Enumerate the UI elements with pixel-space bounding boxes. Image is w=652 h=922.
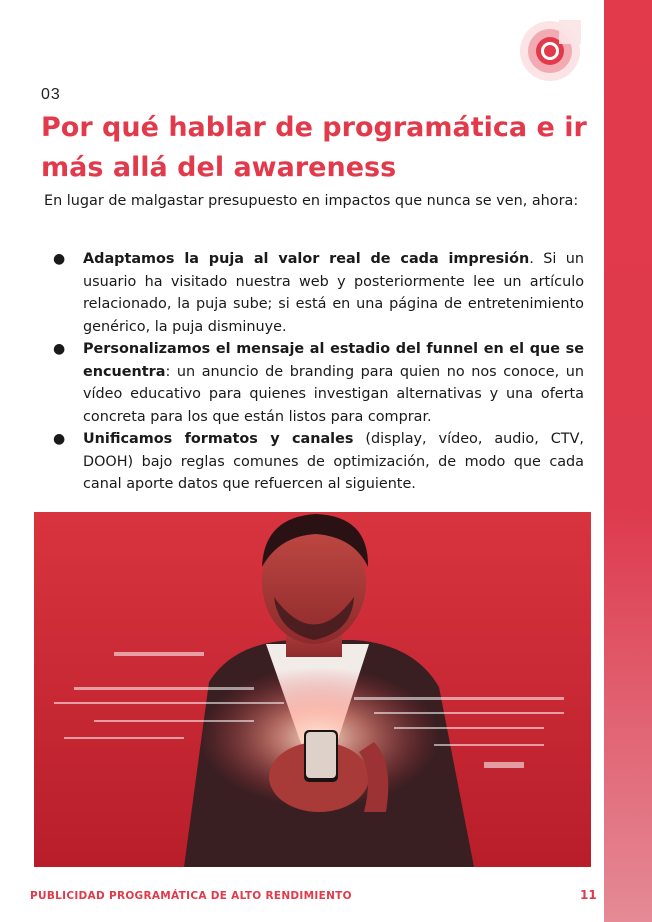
bullet-icon: ● bbox=[53, 251, 66, 267]
list-item bbox=[44, 248, 584, 338]
list-item bbox=[44, 338, 584, 428]
page-title: Por qué hablar de programática e ir más allá del awareness bbox=[41, 112, 587, 183]
bullet-icon: ● bbox=[53, 431, 66, 447]
section-number: 03 bbox=[41, 86, 61, 103]
target-logo-icon bbox=[519, 20, 581, 82]
man-smartphone-photo bbox=[34, 512, 591, 867]
side-accent-band bbox=[604, 0, 652, 922]
list-item-text: : un anuncio de branding para quien no nos conoce, un vídeo educativo para quienes investigan alternativas y una oferta concreta para los que están listos para comprar. bbox=[83, 363, 584, 425]
intro-paragraph: En lugar de malgastar presupuesto en impactos que nunca se ven, ahora: bbox=[44, 193, 579, 209]
list-item bbox=[44, 428, 584, 496]
page-number: 11 bbox=[580, 888, 597, 902]
footer-title: PUBLICIDAD PROGRAMÁTICA DE ALTO RENDIMIENTO bbox=[30, 890, 352, 902]
list-item-text: . Si un usuario ha visitado nuestra web y posteriormente lee un artículo relacionado, la puja sube; si está en una página de entretenimiento genérico, la puja disminuye. bbox=[83, 251, 584, 335]
photo-illustration bbox=[34, 512, 591, 867]
benefits-list bbox=[44, 248, 584, 496]
list-item-text: (display, vídeo, audio, CTV, DOOH) bajo reglas comunes de optimización, de modo que cada canal aporte datos que refuercen al siguiente. bbox=[83, 431, 584, 492]
list-item-bold: Personalizamos el mensaje al estadio del funnel en el que se encuentra bbox=[83, 341, 584, 380]
list-item-bold: Adaptamos la puja al valor real de cada impresión bbox=[83, 251, 530, 267]
bullet-icon: ● bbox=[53, 341, 66, 357]
list-item-bold: Unificamos formatos y canales bbox=[83, 431, 354, 447]
